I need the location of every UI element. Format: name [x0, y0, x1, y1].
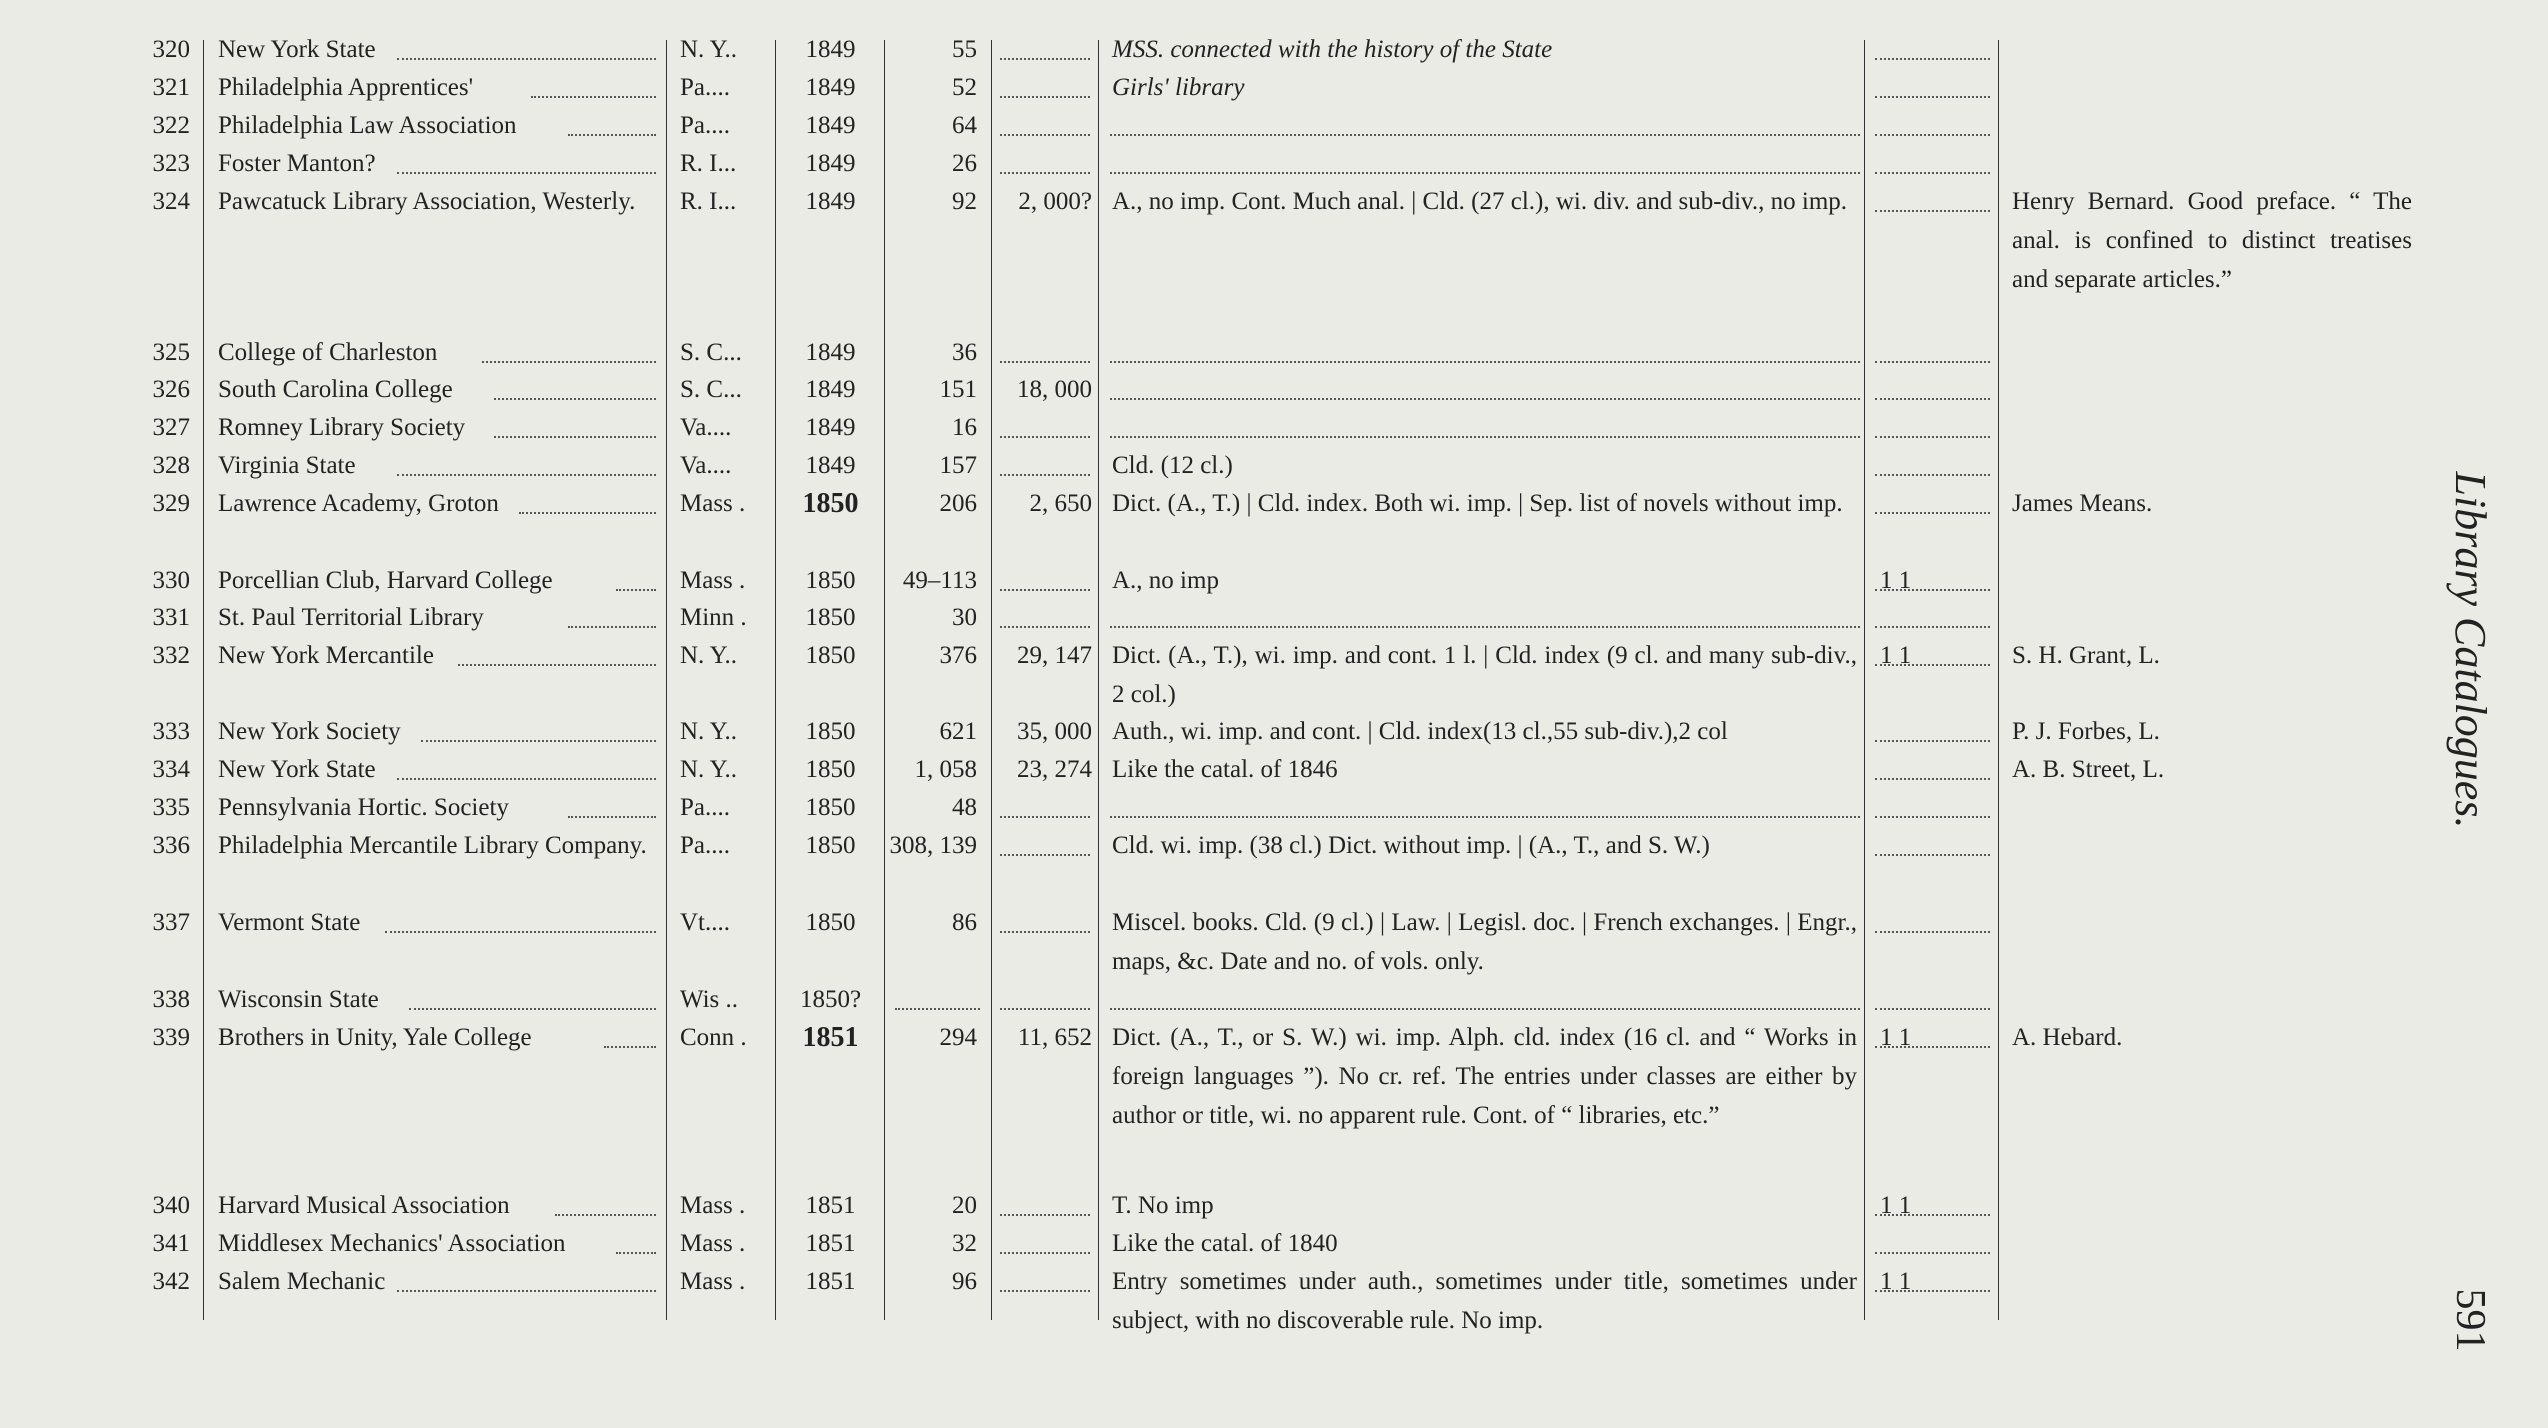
- state-abbrev: N. Y..: [680, 718, 737, 745]
- volume-count: 2, 000?: [1018, 188, 1092, 215]
- column-seven-leader: [1875, 474, 1990, 476]
- library-name: Middlesex Mechanics' Association: [218, 1230, 566, 1257]
- vols-leader: [1000, 474, 1090, 476]
- column-seven-leader: [1875, 626, 1990, 628]
- catalogue-character: Dict. (A., T.), wi. imp. and cont. 1 l. | Cld. index (9 cl. and many sub-div., 2 col.): [1112, 642, 1857, 708]
- name-leader: [568, 626, 656, 628]
- column-seven-leader: [1875, 58, 1990, 60]
- library-name: St. Paul Territorial Library: [218, 604, 484, 631]
- volume-count: 23, 274: [1017, 756, 1092, 783]
- remarks: A. B. Street, L.: [2012, 756, 2165, 783]
- entry-number: 336: [152, 832, 190, 859]
- state-abbrev: Va....: [680, 414, 732, 441]
- year: 1851: [805, 1268, 856, 1295]
- entry-number: 340: [152, 1192, 190, 1219]
- year: 1849: [805, 74, 856, 101]
- state-abbrev: Pa....: [680, 794, 730, 821]
- remarks: A. Hebard.: [2012, 1024, 2123, 1051]
- library-name: Philadelphia Law Association: [218, 112, 517, 139]
- year: 1851: [805, 1230, 856, 1257]
- vols-leader: [1000, 172, 1090, 174]
- year: 1849: [805, 150, 856, 177]
- catalogue-character: T. No imp: [1112, 1192, 1214, 1219]
- running-title: Library Catalogues.: [2446, 471, 2495, 829]
- year: 1851: [802, 1022, 859, 1053]
- page-count: 96: [952, 1268, 977, 1295]
- catalogue-character: Auth., wi. imp. and cont. | Cld. index(13 cl.,55 sub-div.),2 col: [1112, 718, 1728, 745]
- column-seven-mark: 1 1: [1880, 1268, 1912, 1295]
- vols-leader: [1000, 854, 1090, 856]
- column-seven-leader: [1875, 1252, 1990, 1254]
- name-leader: [531, 96, 656, 98]
- volume-count: 2, 650: [1029, 490, 1092, 517]
- library-name: Lawrence Academy, Groton: [218, 490, 499, 517]
- name-leader: [397, 58, 656, 60]
- library-name: Philadelphia Mercantile Library Company.: [218, 832, 647, 859]
- column-seven-leader: [1875, 512, 1990, 514]
- library-name: Brothers in Unity, Yale College: [218, 1024, 532, 1051]
- state-abbrev: N. Y..: [680, 756, 737, 783]
- year: 1850: [805, 909, 856, 936]
- page-count: 1, 058: [914, 756, 977, 783]
- character-leader: [1110, 361, 1860, 363]
- entry-number: 320: [152, 36, 190, 63]
- name-leader: [555, 1214, 656, 1216]
- year: 1850: [805, 567, 856, 594]
- state-abbrev: Mass .: [680, 1230, 746, 1257]
- name-leader: [482, 361, 656, 363]
- library-name: Pawcatuck Library Association, Westerly.: [218, 188, 636, 215]
- column-seven-leader: [1875, 816, 1990, 818]
- vols-leader: [1000, 436, 1090, 438]
- column-seven-mark: 1 1: [1880, 1024, 1912, 1051]
- catalogue-character: Entry sometimes under auth., sometimes under title, sometimes under subject, with no discoverable rule. No imp.: [1112, 1268, 1857, 1334]
- volume-count: 35, 000: [1017, 718, 1092, 745]
- character-leader: [1110, 436, 1860, 438]
- character-leader: [1110, 626, 1860, 628]
- library-name: Pennsylvania Hortic. Society: [218, 794, 509, 821]
- column-seven-leader: [1875, 1214, 1990, 1216]
- page-count: 92: [952, 188, 977, 215]
- library-name: Virginia State: [218, 452, 356, 479]
- year: 1850: [805, 794, 856, 821]
- vols-leader: [1000, 1214, 1090, 1216]
- name-leader: [616, 1252, 656, 1254]
- name-leader: [397, 1290, 656, 1292]
- state-abbrev: Conn .: [680, 1024, 747, 1051]
- column-seven-leader: [1875, 1008, 1990, 1010]
- page-count: 376: [939, 642, 977, 669]
- name-leader: [409, 1008, 656, 1010]
- page-count: 32: [952, 1230, 977, 1257]
- page-count: 48: [952, 794, 977, 821]
- page-count: 52: [952, 74, 977, 101]
- year: 1850: [802, 488, 859, 519]
- entry-number: 322: [152, 112, 190, 139]
- column-seven-leader: [1875, 589, 1990, 591]
- entry-number: 324: [152, 188, 190, 215]
- entry-number: 323: [152, 150, 190, 177]
- entry-number: 327: [152, 414, 190, 441]
- library-name: Romney Library Society: [218, 414, 466, 441]
- page-count: 308, 139: [889, 832, 977, 859]
- entry-number: 321: [152, 74, 190, 101]
- page-count: 30: [952, 604, 977, 631]
- pages-leader: [895, 1008, 980, 1010]
- page-number: 591: [2447, 1288, 2493, 1352]
- year: 1850: [805, 642, 856, 669]
- year: 1849: [805, 112, 856, 139]
- year: 1850: [805, 718, 856, 745]
- state-abbrev: N. Y..: [680, 642, 737, 669]
- entry-number: 331: [152, 604, 190, 631]
- name-leader: [568, 134, 656, 136]
- vols-leader: [1000, 626, 1090, 628]
- column-seven-leader: [1875, 664, 1990, 666]
- library-name: New York State: [218, 756, 376, 783]
- column-seven-leader: [1875, 398, 1990, 400]
- page-count: 206: [939, 490, 977, 517]
- column-seven-leader: [1875, 172, 1990, 174]
- character-leader: [1110, 398, 1860, 400]
- page-count: 16: [952, 414, 977, 441]
- state-abbrev: R. I...: [680, 150, 737, 177]
- catalogue-character: Dict. (A., T., or S. W.) wi. imp. Alph. cld. index (16 cl. and “ Works in foreign languages ”). No cr. ref. The entries under classes are either by author or title, wi. no apparent rule. Cont. of “ libraries, etc.”: [1112, 1024, 1857, 1129]
- name-leader: [494, 436, 656, 438]
- column-seven-leader: [1875, 361, 1990, 363]
- library-name: Porcellian Club, Harvard College: [218, 567, 553, 594]
- state-abbrev: Pa....: [680, 832, 730, 859]
- page-count: 36: [952, 339, 977, 366]
- library-name: Vermont State: [218, 909, 361, 936]
- entry-number: 333: [152, 718, 190, 745]
- library-name: Philadelphia Apprentices': [218, 74, 474, 101]
- year: 1850: [805, 832, 856, 859]
- vols-leader: [1000, 589, 1090, 591]
- entry-number: 342: [152, 1268, 190, 1295]
- page-count: 55: [952, 36, 977, 63]
- remarks: James Means.: [2012, 490, 2153, 517]
- state-abbrev: Minn .: [680, 604, 747, 631]
- year: 1849: [805, 376, 856, 403]
- state-abbrev: Mass .: [680, 567, 746, 594]
- column-rule: [991, 40, 992, 1320]
- year: 1850?: [799, 986, 862, 1013]
- vols-leader: [1000, 58, 1090, 60]
- vols-leader: [1000, 1252, 1090, 1254]
- library-name: Foster Manton?: [218, 150, 376, 177]
- page-count: 151: [939, 376, 977, 403]
- library-name: New York State: [218, 36, 376, 63]
- state-abbrev: Mass .: [680, 1268, 746, 1295]
- name-leader: [494, 398, 656, 400]
- column-rule: [203, 40, 204, 1320]
- page-count: 621: [939, 718, 977, 745]
- year: 1850: [805, 604, 856, 631]
- catalogue-character: Miscel. books. Cld. (9 cl.) | Law. | Legisl. doc. | French exchanges. | Engr., maps, &c. Date and no. of vols. only.: [1112, 909, 1857, 975]
- entry-number: 339: [152, 1024, 190, 1051]
- catalogue-character: Girls' library: [1112, 74, 1245, 101]
- entry-number: 329: [152, 490, 190, 517]
- column-seven-leader: [1875, 854, 1990, 856]
- state-abbrev: S. C...: [680, 339, 742, 366]
- year: 1849: [805, 188, 856, 215]
- page-count: 26: [952, 150, 977, 177]
- name-leader: [385, 931, 656, 933]
- name-leader: [519, 512, 656, 514]
- name-leader: [421, 740, 656, 742]
- year: 1849: [805, 36, 856, 63]
- volume-count: 18, 000: [1017, 376, 1092, 403]
- catalogue-character: A., no imp. Cont. Much anal. | Cld. (27 cl.), wi. div. and sub-div., no imp.: [1112, 188, 1848, 215]
- page-count: 86: [952, 909, 977, 936]
- entry-number: 326: [152, 376, 190, 403]
- catalogue-character: Cld. (12 cl.): [1112, 452, 1233, 479]
- vols-leader: [1000, 1008, 1090, 1010]
- catalogue-character: Like the catal. of 1840: [1112, 1230, 1338, 1257]
- volume-count: 11, 652: [1017, 1024, 1092, 1051]
- character-leader: [1110, 1008, 1860, 1010]
- remarks: P. J. Forbes, L.: [2012, 718, 2160, 745]
- column-seven-leader: [1875, 134, 1990, 136]
- entry-number: 341: [152, 1230, 190, 1257]
- state-abbrev: Wis ..: [680, 986, 739, 1013]
- name-leader: [616, 589, 656, 591]
- state-abbrev: N. Y..: [680, 36, 737, 63]
- library-name: Harvard Musical Association: [218, 1192, 510, 1219]
- state-abbrev: Mass .: [680, 490, 746, 517]
- entry-number: 338: [152, 986, 190, 1013]
- name-leader: [397, 172, 656, 174]
- column-seven-mark: 1 1: [1880, 642, 1912, 669]
- page-count: 157: [939, 452, 977, 479]
- column-rule: [666, 40, 667, 1320]
- column-seven-leader: [1875, 436, 1990, 438]
- name-leader: [397, 474, 656, 476]
- column-seven-leader: [1875, 778, 1990, 780]
- vols-leader: [1000, 816, 1090, 818]
- column-seven-leader: [1875, 1290, 1990, 1292]
- volume-count: 29, 147: [1017, 642, 1092, 669]
- state-abbrev: S. C...: [680, 376, 742, 403]
- catalogue-character: MSS. connected with the history of the State: [1112, 36, 1553, 63]
- vols-leader: [1000, 931, 1090, 933]
- column-seven-leader: [1875, 1046, 1990, 1048]
- column-seven-mark: 1 1: [1880, 567, 1912, 594]
- state-abbrev: Pa....: [680, 112, 730, 139]
- column-seven-leader: [1875, 210, 1990, 212]
- column-rule: [884, 40, 885, 1320]
- entry-number: 328: [152, 452, 190, 479]
- catalogue-character: Like the catal. of 1846: [1112, 756, 1338, 783]
- vols-leader: [1000, 1290, 1090, 1292]
- page-count: 49–113: [902, 567, 977, 594]
- entry-number: 330: [152, 567, 190, 594]
- library-name: Wisconsin State: [218, 986, 379, 1013]
- catalogue-character: A., no imp: [1112, 567, 1219, 594]
- state-abbrev: Vt....: [680, 909, 730, 936]
- vols-leader: [1000, 134, 1090, 136]
- column-seven-leader: [1875, 931, 1990, 933]
- page-count: 20: [952, 1192, 977, 1219]
- vols-leader: [1000, 96, 1090, 98]
- state-abbrev: Va....: [680, 452, 732, 479]
- catalogue-character: Dict. (A., T.) | Cld. index. Both wi. imp. | Sep. list of novels without imp.: [1112, 490, 1843, 517]
- column-seven-leader: [1875, 96, 1990, 98]
- entry-number: 334: [152, 756, 190, 783]
- remarks: S. H. Grant, L.: [2012, 642, 2160, 669]
- name-leader: [568, 816, 656, 818]
- year: 1851: [805, 1192, 856, 1219]
- page-count: 64: [952, 112, 977, 139]
- state-abbrev: Mass .: [680, 1192, 746, 1219]
- library-name: Salem Mechanic: [218, 1268, 386, 1295]
- year: 1849: [805, 414, 856, 441]
- page-count: 294: [939, 1024, 977, 1051]
- library-name: College of Charleston: [218, 339, 438, 366]
- library-name: New York Society: [218, 718, 401, 745]
- state-abbrev: R. I...: [680, 188, 737, 215]
- column-rule: [1864, 40, 1865, 1320]
- library-name: South Carolina College: [218, 376, 453, 403]
- year: 1849: [805, 452, 856, 479]
- entry-number: 335: [152, 794, 190, 821]
- column-rule: [1098, 40, 1099, 1320]
- name-leader: [604, 1046, 656, 1048]
- column-seven-leader: [1875, 740, 1990, 742]
- year: 1849: [805, 339, 856, 366]
- character-leader: [1110, 816, 1860, 818]
- entry-number: 332: [152, 642, 190, 669]
- column-seven-mark: 1 1: [1880, 1192, 1912, 1219]
- library-name: New York Mercantile: [218, 642, 434, 669]
- catalogue-character: Cld. wi. imp. (38 cl.) Dict. without imp. | (A., T., and S. W.): [1112, 832, 1710, 859]
- column-rule: [1998, 40, 1999, 1320]
- name-leader: [397, 778, 656, 780]
- entry-number: 325: [152, 339, 190, 366]
- column-rule: [775, 40, 776, 1320]
- vols-leader: [1000, 361, 1090, 363]
- character-leader: [1110, 172, 1860, 174]
- year: 1850: [805, 756, 856, 783]
- name-leader: [458, 664, 656, 666]
- character-leader: [1110, 134, 1860, 136]
- entry-number: 337: [152, 909, 190, 936]
- state-abbrev: Pa....: [680, 74, 730, 101]
- remarks: Henry Bernard. Good preface. “ The anal. is confined to distinct treatises and separate articles.”: [2012, 188, 2412, 293]
